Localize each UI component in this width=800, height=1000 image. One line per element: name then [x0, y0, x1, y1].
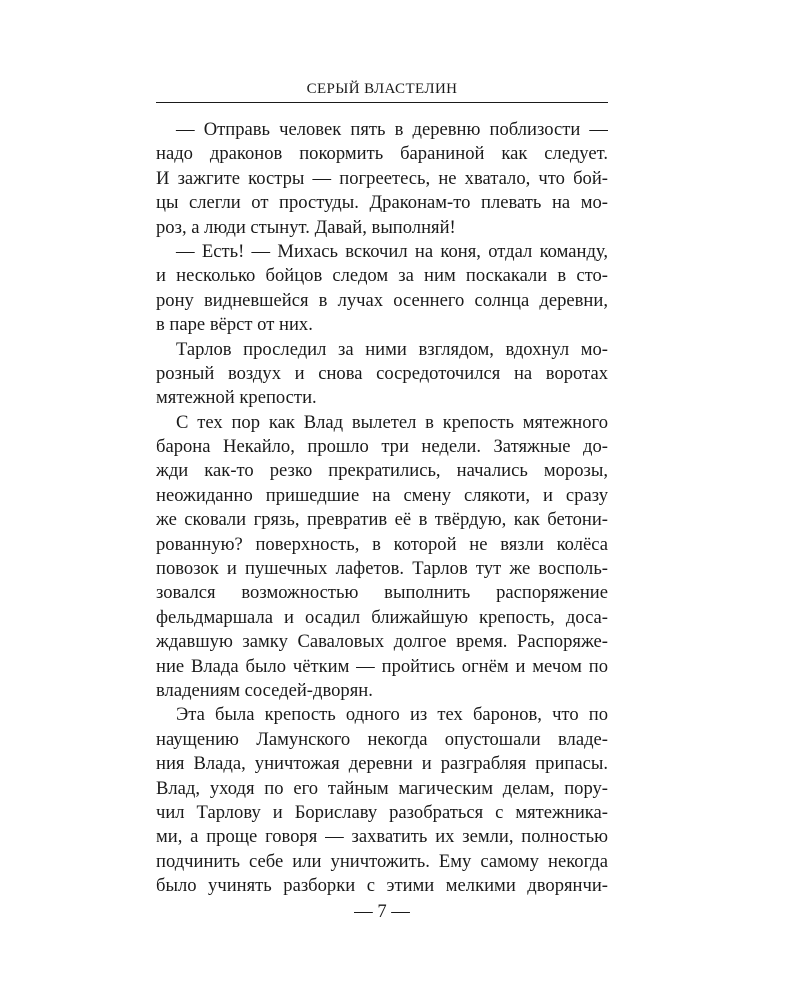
- text-line: было учинять разборки с этими мелкими дворянчи-: [156, 875, 608, 897]
- text-line: ние Влада было чётким — пройтись огнём и мечом по: [156, 655, 608, 677]
- text-line: жди как-то резко прекратились, начались морозы,: [156, 460, 608, 482]
- text-line: же сковали грязь, превратив её в твёрдую, как бетони-: [156, 509, 608, 531]
- text-line: Эта была крепость одного из тех баронов, что по: [176, 704, 608, 726]
- text-line: барона Некайло, прошло три недели. Затяжные до-: [156, 436, 608, 458]
- text-line: цы слегли от простуды. Драконам-то плевать на мо-: [156, 192, 608, 214]
- text-line: Тарлов проследил за ними взглядом, вдохнул мо-: [176, 338, 608, 360]
- text-line: — Отправь человек пять в деревню поблизости —: [176, 119, 608, 140]
- text-line: и несколько бойцов следом за ним поскакали в сто-: [156, 265, 608, 287]
- text-line: Влад, уходя по его тайным магическим делам, пору-: [156, 777, 608, 799]
- text-line: роз, а люди стынут. Давай, выполняй!: [156, 216, 456, 238]
- body-text: [156, 118, 608, 899]
- text-line: И зажгите костры — погреетесь, не хватало, что бой-: [156, 167, 608, 189]
- running-title: СЕРЫЙ ВЛАСТЕЛИН: [306, 81, 458, 97]
- text-line: ми, а проще говоря — захватить их земли, полностью: [156, 826, 608, 848]
- text-line: подчинить себе или уничтожить. Ему самому некогда: [156, 850, 608, 872]
- text-line: — Есть! — Михась вскочил на коня, отдал команду,: [176, 240, 608, 262]
- text-line: ния Влада, уничтожая деревни и разграбляя припасы.: [156, 753, 608, 775]
- text-line: чил Тарлову и Бориславу разобраться с мятежника-: [156, 801, 608, 823]
- text-line: мятежной крепости.: [156, 387, 317, 409]
- text-line: наущению Ламунского некогда опустошали владе-: [156, 728, 608, 750]
- text-line: неожиданно пришедшие на смену слякоти, и сразу: [156, 484, 608, 506]
- text-line: рону видневшейся в лучах осеннего солнца деревни,: [156, 289, 608, 311]
- text-line: С тех пор как Влад вылетел в крепость мятежного: [176, 411, 608, 433]
- text-line: повозок и пушечных лафетов. Тарлов тут же восполь-: [156, 558, 608, 580]
- page-number: — 7 —: [354, 901, 410, 922]
- text-line: рованную? поверхность, в которой не вязли колёса: [156, 533, 608, 555]
- header-rule: [156, 102, 608, 103]
- text-line: надо драконов покормить бараниной как следует.: [156, 143, 608, 165]
- text-line: владениям соседей-дворян.: [156, 679, 373, 701]
- text-line: зовался возможностью выполнить распоряжение: [156, 582, 608, 604]
- text-line: розный воздух и снова сосредоточился на воротах: [156, 362, 608, 384]
- text-line: фельдмаршала и осадил ближайшую крепость, доса-: [156, 606, 608, 628]
- text-line: ждавшую замку Саваловых долгое время. Распоряже-: [156, 631, 608, 653]
- text-line: в паре вёрст от них.: [156, 314, 313, 336]
